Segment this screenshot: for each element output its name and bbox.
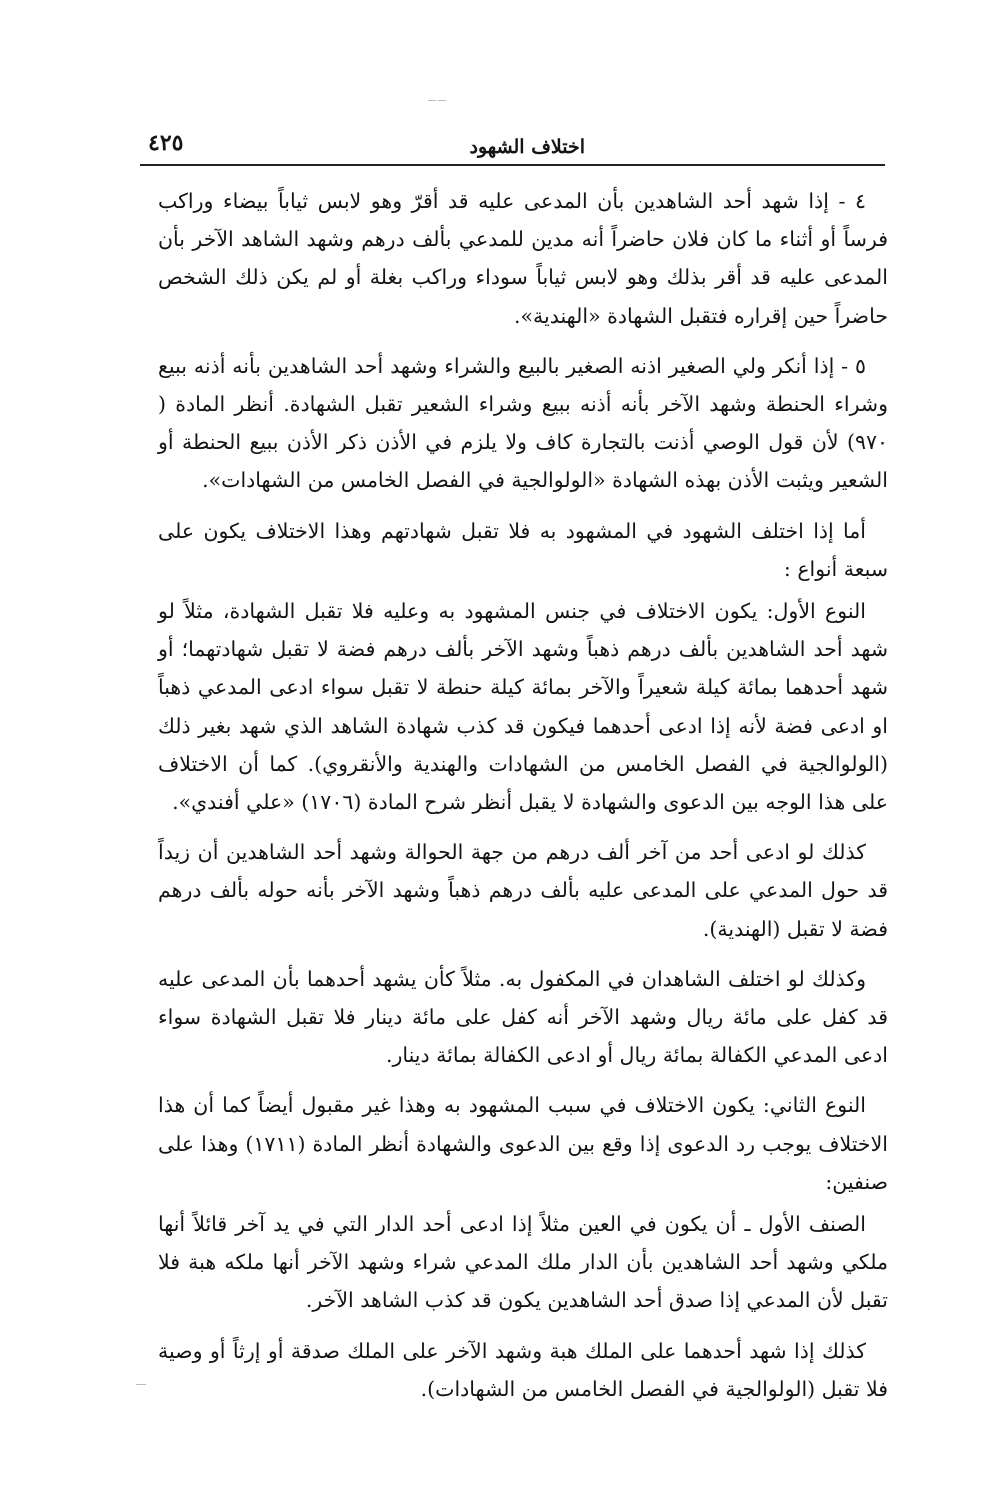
paragraph-type-one: النوع الأول: يكون الاختلاف في جنس المشهود به وعليه فلا تقبل الشهادة، مثلاً لو شهد أحد الشاهدين بألف درهم ذهباً وشهد الآخر بألف درهم فضة لا تقبل شهادتهما؛ أو شهد أحدهما بمائة كيلة شعيراً والآخر بمائة كيلة حنطة لا تقبل سواء ادعى المدعي ذهباً او ادعى فضة لأنه إذا ادعى أحدهما فيكون قد كذب شهادة الشاهد الذي شهد بغير ذلك (الولوالجية في الفصل الخامس من الشهادات والهندية والأنقروي). كما أن الاختلاف على هذا الوجه بين الدعوى والشهادة لا يقبل أنظر شرح المادة (١٧٠٦) «علي أفندي». bbox=[158, 599, 888, 815]
page-number: ٤٢٥ bbox=[148, 130, 184, 156]
page-body bbox=[158, 182, 888, 1420]
paragraph-first-category: الصنف الأول ـ أن يكون في العين مثلاً إذا ادعى أحد الدار التي في يد آخر قائلاً أنها ملكي وشهد أحد الشاهدين بأن الدار ملك المدعي شراء وشهد الآخر أنها ملكه هبة فلا تقبل لأن المدعي إذا صدق أحد الشاهدين يكون قد كذب الشاهد الآخر. bbox=[158, 1212, 888, 1313]
scan-speck bbox=[438, 100, 446, 101]
paragraph-kafala: وكذلك لو اختلف الشاهدان في المكفول به. مثلاً كأن يشهد أحدهما بأن المدعى عليه قد كفل على مائة ريال وشهد الآخر أنه كفل على مائة دينار فلا تقبل الشهادة سواء ادعى المدعي الكفالة بمائة ريال أو ادعى الكفالة بمائة دينار. bbox=[158, 966, 888, 1068]
paragraph-item-5: ٥ - إذا أنكر ولي الصغير اذنه الصغير بالبيع والشراء وشهد أحد الشاهدين بأنه أذنه ببيع وشراء الحنطة وشهد الآخر بأنه أذنه ببيع وشراء الشعير تقبل الشهادة. أنظر المادة ( ٩٧٠) لأن قول الوصي أذنت بالتجارة كاف ولا يلزم في الأذن ذكر الأذن ببيع الحنطة أو الشعير ويثبت الأذن بهذه الشهادة «الولوالجية في الفصل الخامس من الشهادات». bbox=[158, 353, 888, 493]
paragraph-seven-types-intro: أما إذا اختلف الشهود في المشهود به فلا تقبل شهادتهم وهذا الاختلاف يكون على سبعة أنواع : bbox=[158, 518, 888, 581]
header-rule bbox=[140, 164, 885, 166]
paragraph-item-4: ٤ - إذا شهد أحد الشاهدين بأن المدعى عليه قد أقرّ وهو لابس ثياباً بيضاء وراكب فرساً أو أثناء ما كان فلان حاضراً أنه مدين للمدعي بألف درهم وشهد الشاهد الآخر بأن المدعى عليه قد أقر بذلك وهو لابس ثياباً سوداء وراكب بغلة أو لم يكن ذلك الشخص حاضراً حين إقراره فتقبل الشهادة «الهندية». bbox=[158, 189, 888, 328]
paragraph-gift-charity: كذلك إذا شهد أحدهما على الملك هبة وشهد الآخر على الملك صدقة أو إرثاً أو وصية فلا تقبل (الولوالجية في الفصل الخامس من الشهادات). bbox=[158, 1338, 888, 1401]
scan-speck bbox=[428, 100, 436, 101]
scan-speck bbox=[136, 1384, 146, 1385]
running-title: اختلاف الشهود bbox=[469, 136, 585, 158]
paragraph-type-two: النوع الثاني: يكون الاختلاف في سبب المشهود به وهذا غير مقبول أيضاً كما أن هذا الاختلاف يوجب رد الدعوى إذا وقع بين الدعوى والشهادة أنظر المادة (١٧١١) وهذا على صنفين: bbox=[158, 1093, 888, 1194]
paragraph-hawala: كذلك لو ادعى أحد من آخر ألف درهم من جهة الحوالة وشهد أحد الشاهدين أن زيداً قد حول المدعي على المدعى عليه بألف درهم ذهباً وشهد الآخر بأنه حوله بألف درهم فضة لا تقبل (الهندية). bbox=[158, 840, 888, 941]
page-header bbox=[140, 128, 885, 162]
